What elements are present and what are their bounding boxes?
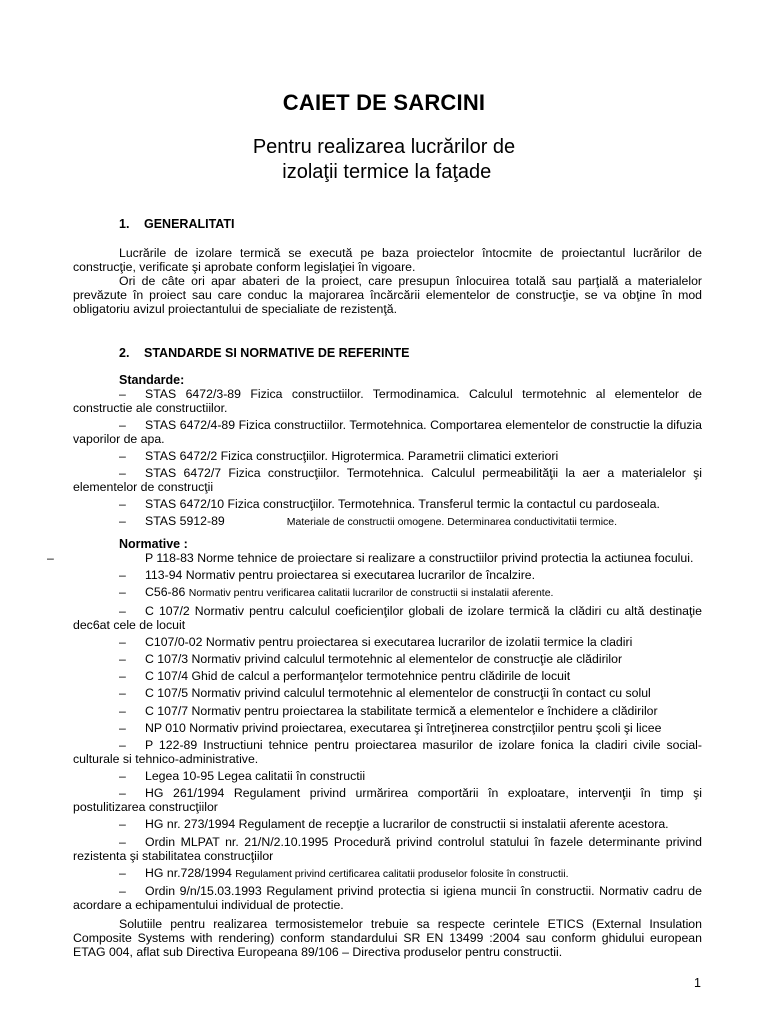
- list-item-text: C 107/3 Normativ privind calculul termotehnic al elementelor de construcţie ale clădirilor: [145, 651, 623, 666]
- list-item-text: HG nr. 273/1994 Regulament de recepţie a lucrarilor de constructii si instalatii aferente acestora.: [145, 817, 669, 832]
- list-item: [73, 769, 702, 783]
- dash-bullet: –: [119, 865, 126, 880]
- dash-bullet: –: [119, 497, 126, 511]
- dash-bullet: –: [119, 737, 126, 752]
- paragraph: Lucrările de izolare termică se execută pe baza proiectelor întocmite de proiectantul lucrărilor de construcţie, verificate şi aprobate conform legislaţiei în vigoare.: [73, 246, 702, 274]
- dash-bullet: –: [47, 551, 54, 565]
- list-item: [73, 686, 702, 700]
- list-item: [73, 568, 702, 582]
- list-item-text: P 118-83 Norme tehnice de proiectare si realizare a constructiilor privind protectia la actiunea focului.: [145, 551, 694, 565]
- section-1-body: [73, 246, 702, 316]
- list-item: [73, 514, 702, 529]
- list-item: [47, 551, 702, 565]
- list-item-text: Legea 10-95 Legea calitatii în constructii: [145, 769, 366, 784]
- list-item: [73, 669, 702, 683]
- subtitle-line-2: izolaţii termice la faţade: [276, 161, 492, 183]
- normative-list: [47, 537, 702, 915]
- list-item-note: Regulament privind certificarea calitatii produselor folosite în constructii.: [235, 867, 569, 880]
- dash-bullet: –: [119, 703, 126, 718]
- list-item: [73, 497, 702, 511]
- dash-bullet: –: [119, 786, 126, 801]
- dash-bullet: –: [119, 686, 126, 701]
- standards-list: [73, 373, 702, 532]
- paragraph: Ori de câte ori apar abateri de la proiect, care presupun înlocuirea totală sau parţială a materialelor prevăzute în proiect sau care conduc la majorarea încărcării elementelor de construcţie, se va obţine în mod obligatoriu avizul proiectantului de specialiate de rezistenţă.: [73, 274, 702, 316]
- list-item-text: Ordin MLPAT nr. 21/N/2.10.1995 Procedură privind controlul statului în fazele determinante privind rezistenta şi stabilitatea construcţiilor: [73, 834, 702, 863]
- dash-bullet: –: [119, 720, 126, 735]
- section-2-title: STANDARDE SI NORMATIVE DE REFERINTE: [144, 346, 410, 360]
- list-item-text: C 107/7 Normativ pentru proiectarea la stabilitate termică a elementelor e închidere a clădirilor: [145, 703, 658, 718]
- dash-bullet: –: [119, 834, 126, 849]
- list-item: [73, 418, 702, 446]
- dash-bullet: –: [119, 669, 126, 684]
- page-number: 1: [694, 976, 701, 990]
- list-item-text: STAS 6472/7 Fizica construcţiilor. Termotehnica. Calculul permeabilităţii la aer a materialelor şi elementelor de construcţii: [73, 466, 702, 494]
- list-item: [73, 835, 702, 863]
- list-item-text: C 107/2 Normativ pentru calculul coeficienţilor globali de izolare termică la clădiri cu altă destinaţie dec6at cele de locuit: [73, 603, 702, 632]
- dash-bullet: –: [119, 466, 126, 480]
- list-item: [73, 652, 702, 666]
- list-item-text: STAS 5912-89: [145, 514, 225, 528]
- list-item: [73, 704, 702, 718]
- list-item-text: P 122-89 Instructiuni tehnice pentru proiectarea masurilor de izolare fonica la cladiri civile social-culturale si tehnico-administrative.: [73, 737, 702, 766]
- normative-title: Normative :: [119, 537, 188, 551]
- dash-bullet: –: [119, 634, 126, 649]
- list-item-text: C 107/5 Normativ privind calculul termotehnic al elementelor de construcţii în contact cu solul: [145, 686, 651, 701]
- list-item-text: HG nr.728/1994: [145, 865, 236, 880]
- document-title: CAIET DE SARCINI: [282, 90, 486, 115]
- section-1-number: 1.: [119, 217, 130, 231]
- dash-bullet: –: [119, 387, 126, 401]
- list-item-text: Ordin 9/n/15.03.1993 Regulament privind protectia si igiena muncii în constructii. Normativ cadru de acordare a echipamentului individual de protectie.: [73, 884, 702, 912]
- list-item: [73, 387, 702, 415]
- list-item-note: Normativ pentru verificarea calitatii lucrarilor de constructii si instalatii aferente.: [188, 587, 554, 600]
- list-item: [73, 604, 702, 632]
- dash-bullet: –: [119, 884, 126, 898]
- list-item-text: C 107/4 Ghid de calcul a performanţelor termotehnice pentru clădirile de locuit: [145, 669, 571, 684]
- list-item: [73, 585, 702, 600]
- list-item: [73, 866, 702, 881]
- list-item: [73, 635, 702, 649]
- list-item-note: Materiale de constructii omogene. Determinarea conductivitatii termice.: [286, 516, 618, 528]
- list-item-text: STAS 6472/10 Fizica construcţiilor. Termotehnica. Transferul termic la contactul cu pardoseala.: [145, 497, 660, 511]
- list-item: [73, 738, 702, 766]
- dash-bullet: –: [119, 769, 126, 784]
- standards-title: Standarde:: [119, 373, 185, 387]
- list-item-text: STAS 6472/2 Fizica construcţiilor. Higrotermica. Parametrii climatici exteriori: [145, 449, 559, 463]
- section-1-heading: [119, 217, 235, 231]
- list-item-text: STAS 6472/4-89 Fizica constructiilor. Termotehnica. Comportarea elementelor de constructie la difuzia vaporilor de apa.: [73, 418, 702, 446]
- subtitle-line-1: Pentru realizarea lucrărilor de: [252, 136, 516, 158]
- list-item-text: STAS 6472/3-89 Fizica constructiilor. Termodinamica. Calculul termotehnic al elementelor de constructie ale constructiilor.: [73, 387, 702, 415]
- dash-bullet: –: [119, 514, 126, 528]
- section-1-title: GENERALITATI: [144, 217, 235, 231]
- list-item: [73, 449, 702, 463]
- list-item: [73, 786, 702, 814]
- list-item: [73, 884, 702, 912]
- dash-bullet: –: [119, 817, 126, 832]
- list-item: [73, 721, 702, 735]
- list-item-text: C107/0-02 Normativ pentru proiectarea si executarea lucrarilor de izolatii termice la cladiri: [145, 634, 633, 649]
- closing-paragraph: Solutiile pentru realizarea termosistemelor trebuie sa respecte cerintele ETICS (External Insulation Composite Systems with rendering) conform standardului SR EN 13499 :2004 sau conform ghidului european ETAG 004, aflat sub Directiva Europeana 89/106 – Directiva produselor pentru constructii.: [73, 917, 702, 959]
- dash-bullet: –: [119, 449, 126, 463]
- section-2-heading: [119, 346, 410, 360]
- dash-bullet: –: [119, 585, 126, 600]
- list-item-text: 113-94 Normativ pentru proiectarea si executarea lucrarilor de încalzire.: [145, 568, 536, 583]
- section-2-number: 2.: [119, 346, 130, 360]
- list-item: [73, 817, 702, 831]
- list-item-text: C56-86: [145, 585, 189, 600]
- dash-bullet: –: [119, 418, 126, 432]
- list-item-text: NP 010 Normativ privind proiectarea, executarea şi întreţinerea constrcţiilor pentru şcoli şi licee: [145, 720, 662, 735]
- closing-paragraph-block: [73, 917, 702, 959]
- dash-bullet: –: [119, 603, 126, 618]
- dash-bullet: –: [119, 568, 126, 583]
- list-item-text: HG 261/1994 Regulament privind urmărirea comportării în exploatare, intervenţii în timp şi postulitizarea construcţiilor: [73, 786, 702, 815]
- document-subtitle: [0, 135, 768, 185]
- list-item: [73, 466, 702, 494]
- dash-bullet: –: [119, 651, 126, 666]
